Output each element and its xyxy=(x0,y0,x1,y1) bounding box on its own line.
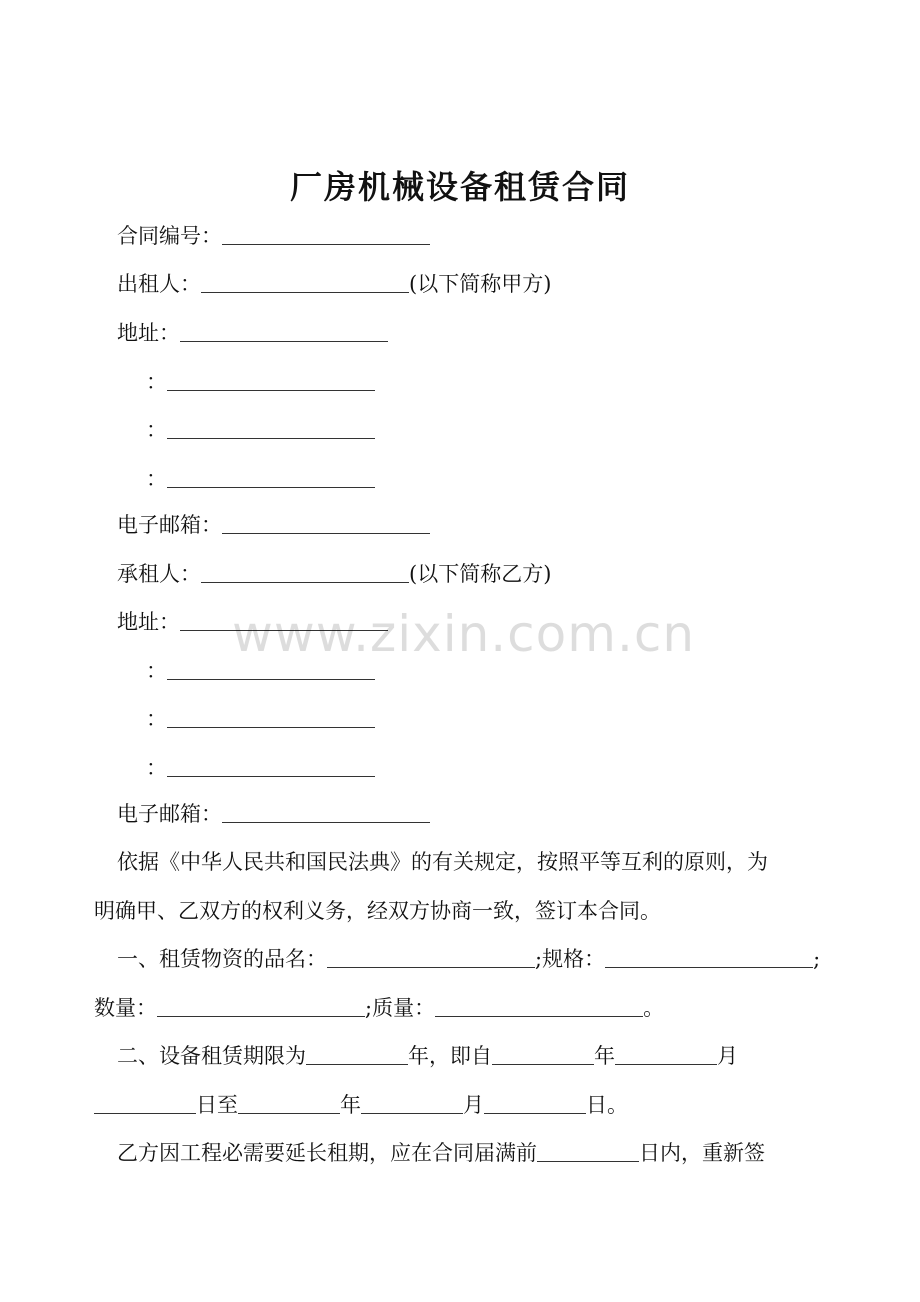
end-day-blank[interactable] xyxy=(484,1093,586,1114)
intro-text: 依据《中华人民共和国民法典》的有关规定，按照平等互利的原则，为 xyxy=(117,850,768,874)
renewal-line xyxy=(117,1139,765,1167)
item1-end: 。 xyxy=(643,996,665,1020)
start-year-blank[interactable] xyxy=(492,1044,594,1065)
lessee-extra-line-2 xyxy=(146,705,375,733)
lessor-suffix: (以下简称甲方) xyxy=(409,272,552,296)
document-title: 厂房机械设备租赁合同 xyxy=(289,168,630,206)
quantity-blank[interactable] xyxy=(157,996,365,1017)
address-label: 地址： xyxy=(117,321,180,345)
end-month-blank[interactable] xyxy=(361,1093,463,1114)
colon-label: ： xyxy=(146,370,167,394)
item1-separator: ; xyxy=(813,947,821,971)
start-day-blank[interactable] xyxy=(94,1093,196,1114)
end-year-blank[interactable] xyxy=(238,1093,340,1114)
quality-blank[interactable] xyxy=(435,996,643,1017)
lessor-email-line xyxy=(117,511,430,539)
item1-line-1 xyxy=(117,945,820,973)
item2-to-label: 日至 xyxy=(196,1093,238,1117)
intro-line-2 xyxy=(94,897,661,925)
month-label: 月 xyxy=(463,1093,484,1117)
lessor-extra-line-3 xyxy=(146,465,375,493)
watermark: www.zixin.com.cn xyxy=(232,605,696,663)
field-blank[interactable] xyxy=(167,756,375,777)
field-blank[interactable] xyxy=(167,467,375,488)
item-name-blank[interactable] xyxy=(327,947,535,968)
contract-number-blank[interactable] xyxy=(222,224,430,245)
field-blank[interactable] xyxy=(167,707,375,728)
field-blank[interactable] xyxy=(167,418,375,439)
month-label: 月 xyxy=(717,1044,738,1068)
address-blank[interactable] xyxy=(180,321,388,342)
item1-qty-label: 数量： xyxy=(94,996,157,1020)
lessee-blank[interactable] xyxy=(201,562,409,583)
lessee-suffix: (以下简称乙方) xyxy=(409,562,552,586)
colon-label: ： xyxy=(146,659,167,683)
intro-line-1 xyxy=(117,848,768,876)
item-spec-blank[interactable] xyxy=(605,947,813,968)
item2-term-label: 二、设备租赁期限为 xyxy=(117,1044,306,1068)
renewal-days-blank[interactable] xyxy=(537,1141,639,1162)
email-label: 电子邮箱： xyxy=(117,802,222,826)
item2-from-label: 年，即自 xyxy=(408,1044,492,1068)
renewal-text-end: 日内，重新签 xyxy=(639,1141,765,1165)
item1-line-2 xyxy=(94,994,664,1022)
lessor-blank[interactable] xyxy=(201,272,409,293)
address-label: 地址： xyxy=(117,610,180,634)
year-label: 年 xyxy=(340,1093,361,1117)
field-blank[interactable] xyxy=(167,370,375,391)
colon-label: ： xyxy=(146,418,167,442)
item2-line-1 xyxy=(117,1042,738,1070)
start-month-blank[interactable] xyxy=(615,1044,717,1065)
email-label: 电子邮箱： xyxy=(117,513,222,537)
colon-label: ： xyxy=(146,707,167,731)
lessee-email-line xyxy=(117,800,430,828)
item1-name-label: 一、租赁物资的品名： xyxy=(117,947,327,971)
lessor-extra-line-2 xyxy=(146,416,375,444)
item2-end-label: 日。 xyxy=(586,1093,628,1117)
lessor-extra-line-1 xyxy=(146,368,375,396)
lessee-extra-line-3 xyxy=(146,754,375,782)
contract-number-label: 合同编号： xyxy=(117,224,222,248)
intro-text: 明确甲、乙双方的权利义务，经双方协商一致，签订本合同。 xyxy=(94,899,661,923)
lessee-line xyxy=(117,560,551,588)
term-years-blank[interactable] xyxy=(306,1044,408,1065)
lessor-address-line xyxy=(117,319,388,347)
item1-spec-label: ;规格： xyxy=(535,947,606,971)
lessee-label: 承租人： xyxy=(117,562,201,586)
email-blank[interactable] xyxy=(222,513,430,534)
item2-line-2 xyxy=(94,1091,628,1119)
year-label: 年 xyxy=(594,1044,615,1068)
colon-label: ： xyxy=(146,467,167,491)
colon-label: ： xyxy=(146,756,167,780)
lessor-label: 出租人： xyxy=(117,272,201,296)
renewal-text: 乙方因工程必需要延长租期，应在合同届满前 xyxy=(117,1141,537,1165)
lessor-line xyxy=(117,270,551,298)
email-blank[interactable] xyxy=(222,802,430,823)
contract-number-line xyxy=(117,222,430,250)
item1-quality-label: ;质量： xyxy=(365,996,436,1020)
